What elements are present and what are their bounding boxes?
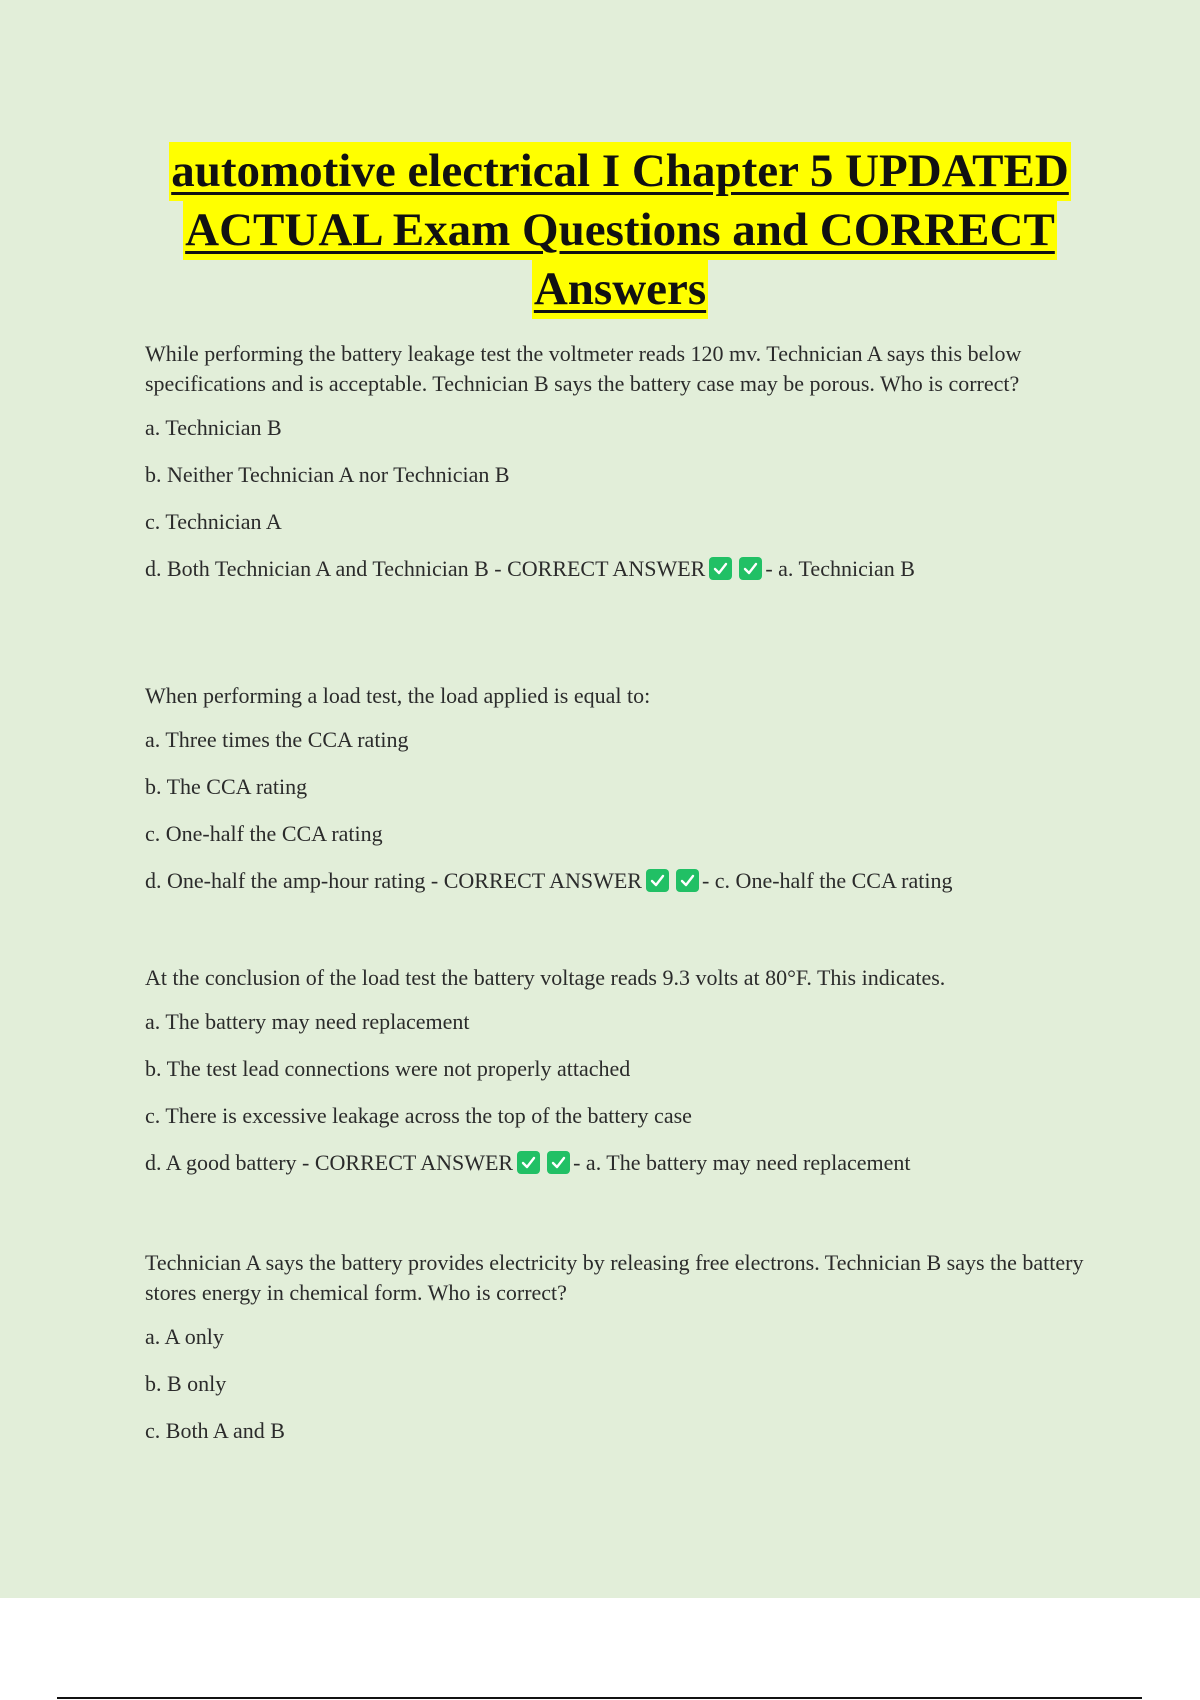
- answer-option: c. There is excessive leakage across the top of the battery case: [145, 1103, 692, 1128]
- answer-option: b. The CCA rating: [145, 774, 308, 799]
- correct-answer-text: - c. One-half the CCA rating: [701, 868, 953, 893]
- check-mark-icon: [517, 1151, 540, 1174]
- document-title: [130, 142, 1110, 319]
- answer-option-text: d. Both Technician A and Technician B - CORRECT ANSWER: [145, 556, 706, 581]
- answer-option: b. The test lead connections were not properly attached: [145, 1056, 631, 1081]
- question-block: [145, 1248, 1095, 1463]
- answer-option-text: d. A good battery - CORRECT ANSWER: [145, 1150, 514, 1175]
- check-mark-icon: [739, 557, 762, 580]
- question-stem: Technician A says the battery provides electricity by releasing free electrons. Technician B says the battery stores energy in chemical form. Who is correct?: [145, 1250, 1084, 1305]
- correct-answer-text: - a. Technician B: [765, 556, 915, 581]
- title-line: automotive electrical I Chapter 5 UPDATED: [169, 142, 1071, 201]
- question-stem: At the conclusion of the load test the battery voltage reads 9.3 volts at 80°F. This indicates.: [145, 965, 946, 990]
- answer-option: a. The battery may need replacement: [145, 1009, 470, 1034]
- title-line: Answers: [532, 260, 708, 319]
- question-block: [145, 963, 1095, 1195]
- question-block: [145, 681, 1095, 913]
- answer-option: c. Technician A: [145, 509, 282, 534]
- answer-option: b. Neither Technician A nor Technician B: [145, 462, 510, 487]
- answer-option: b. B only: [145, 1371, 227, 1396]
- title-line: ACTUAL Exam Questions and CORRECT: [183, 201, 1057, 260]
- answer-option-with-correct-answer: [145, 1148, 1095, 1178]
- answer-option: c. Both A and B: [145, 1418, 285, 1443]
- question-stem: When performing a load test, the load applied is equal to:: [145, 683, 651, 708]
- footer-divider: [57, 1697, 1142, 1699]
- check-mark-icon: [709, 557, 732, 580]
- check-mark-icon: [676, 869, 699, 892]
- check-mark-icon: [646, 869, 669, 892]
- answer-option: a. A only: [145, 1324, 224, 1349]
- answer-option-with-correct-answer: [145, 866, 1095, 896]
- answer-option: c. One-half the CCA rating: [145, 821, 383, 846]
- answer-option: a. Three times the CCA rating: [145, 727, 409, 752]
- answer-option-text: d. One-half the amp-hour rating - CORRECT ANSWER: [145, 868, 642, 893]
- answer-option: a. Technician B: [145, 415, 282, 440]
- question-stem: While performing the battery leakage test the voltmeter reads 120 mv. Technician A says this below specifications and is acceptable. Technician B says the battery case may be porous. Who is correct?: [145, 341, 1022, 396]
- answer-option-with-correct-answer: [145, 554, 1095, 584]
- check-mark-icon: [547, 1151, 570, 1174]
- question-block: [145, 339, 1095, 601]
- correct-answer-text: - a. The battery may need replacement: [573, 1150, 911, 1175]
